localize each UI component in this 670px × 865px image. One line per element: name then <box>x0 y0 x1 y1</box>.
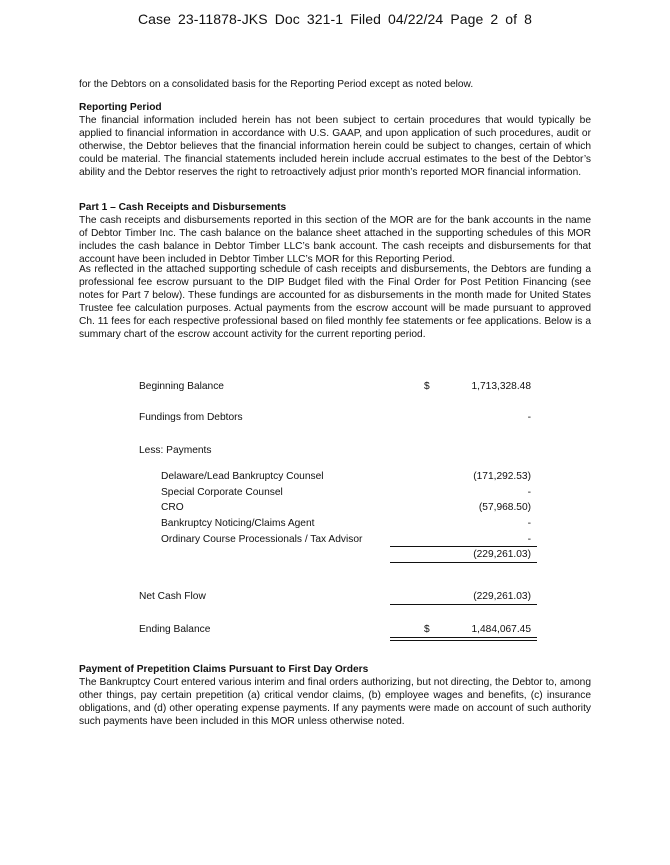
net-cash-flow-label: Net Cash Flow <box>139 591 206 602</box>
part1-body1: The cash receipts and disbursements reported in this section of the MOR are for the bank accounts in the name of Debtor Timber Inc. The cash balance on the balance sheet attached in the supporting schedules of this MOR includes the cash balance in Debtor Timber LLC’s bank account. The cash receipts and disbursements for that account have been included in Debtor Timber LLC’s MOR for this Reporting Period. <box>79 214 591 265</box>
filed-date: Filed 04/22/24 <box>350 11 444 27</box>
fundings-label: Fundings from Debtors <box>139 412 243 423</box>
fundings-value: - <box>527 412 531 423</box>
page-number: Page 2 of 8 <box>450 11 533 27</box>
payment-label: Delaware/Lead Bankruptcy Counsel <box>161 471 324 482</box>
less-payments-label: Less: Payments <box>139 445 212 456</box>
reporting-period-body: The financial information included herein has not been subject to certain procedures that would typically be applied to financial information in accordance with U.S. GAAP, and upon application of such procedures, audit or otherwise, the Debtor believes that the financial information herein could be subject to changes, certain of which could be material. The financial statements included herein include accrual estimates to the best of the Debtor’s ability and the Debtor reserves the right to retroactively adjust prior month’s reported MOR financial information. <box>79 114 591 178</box>
ending-balance-label: Ending Balance <box>139 624 211 635</box>
doc-number: Doc 321-1 <box>274 11 344 27</box>
part1-section-2 <box>79 264 591 341</box>
payment-value: - <box>527 534 531 545</box>
part1-body2: As reflected in the attached supporting schedule of cash receipts and disbursements, the Debtors are funding a professional fee escrow pursuant to the DIP Budget filed with the Final Order for Post Petition Financing (see notes for Part 7 below). These fundings are accounted for as disbursements in the month made for United States Trustee fee calculation purposes. Actual payments from the escrow account will be made pursuant to approved Ch. 11 fees for each respective professional based on filed monthly fee statements or fee applications. Below is a summary chart of the escrow account activity for the current reporting period. <box>79 264 591 340</box>
payment-value: - <box>527 487 531 498</box>
page-header <box>0 11 670 27</box>
payment-value: (171,292.53) <box>473 471 531 482</box>
case-number: Case 23-11878-JKS <box>137 11 268 27</box>
total-underline <box>390 562 537 563</box>
prepetition-section <box>79 664 591 729</box>
ending-balance-value: 1,484,067.45 <box>471 624 531 635</box>
part1-heading: Part 1 – Cash Receipts and Disbursements <box>79 202 287 213</box>
payment-label: Ordinary Course Processionals / Tax Advisor <box>161 534 363 545</box>
beginning-balance-label: Beginning Balance <box>139 381 224 392</box>
intro-text: for the Debtors on a consolidated basis for the Reporting Period except as noted below. <box>79 79 474 90</box>
beginning-balance-currency: $ <box>424 381 430 392</box>
ending-double-underline-1 <box>390 637 537 638</box>
part1-section <box>79 202 591 267</box>
reporting-period-section <box>79 102 591 179</box>
net-underline <box>390 604 537 605</box>
prepetition-heading: Payment of Prepetition Claims Pursuant to First Day Orders <box>79 664 369 675</box>
beginning-balance-value: 1,713,328.48 <box>471 381 531 392</box>
prepetition-body: The Bankruptcy Court entered various interim and final orders authorizing, but not directing, the Debtor to, among other things, pay certain prepetition (a) critical vendor claims, (b) employee wages and benefits, (c) insurance obligations, and (d) other operating expense payments. If any payments were made on account of such authority such payments have been included in this MOR unless otherwise noted. <box>79 676 591 727</box>
payment-value: - <box>527 518 531 529</box>
payment-value: (57,968.50) <box>478 502 531 513</box>
payment-label: CRO <box>161 502 184 513</box>
payment-label: Special Corporate Counsel <box>161 487 283 498</box>
ending-balance-currency: $ <box>424 624 430 635</box>
net-cash-flow-value: (229,261.03) <box>473 591 531 602</box>
ending-double-underline-2 <box>390 640 537 641</box>
intro-section <box>79 79 591 92</box>
subtotal-rule <box>390 546 537 547</box>
payment-label: Bankruptcy Noticing/Claims Agent <box>161 518 315 529</box>
payments-total-value: (229,261.03) <box>473 549 531 560</box>
reporting-period-heading: Reporting Period <box>79 102 162 113</box>
